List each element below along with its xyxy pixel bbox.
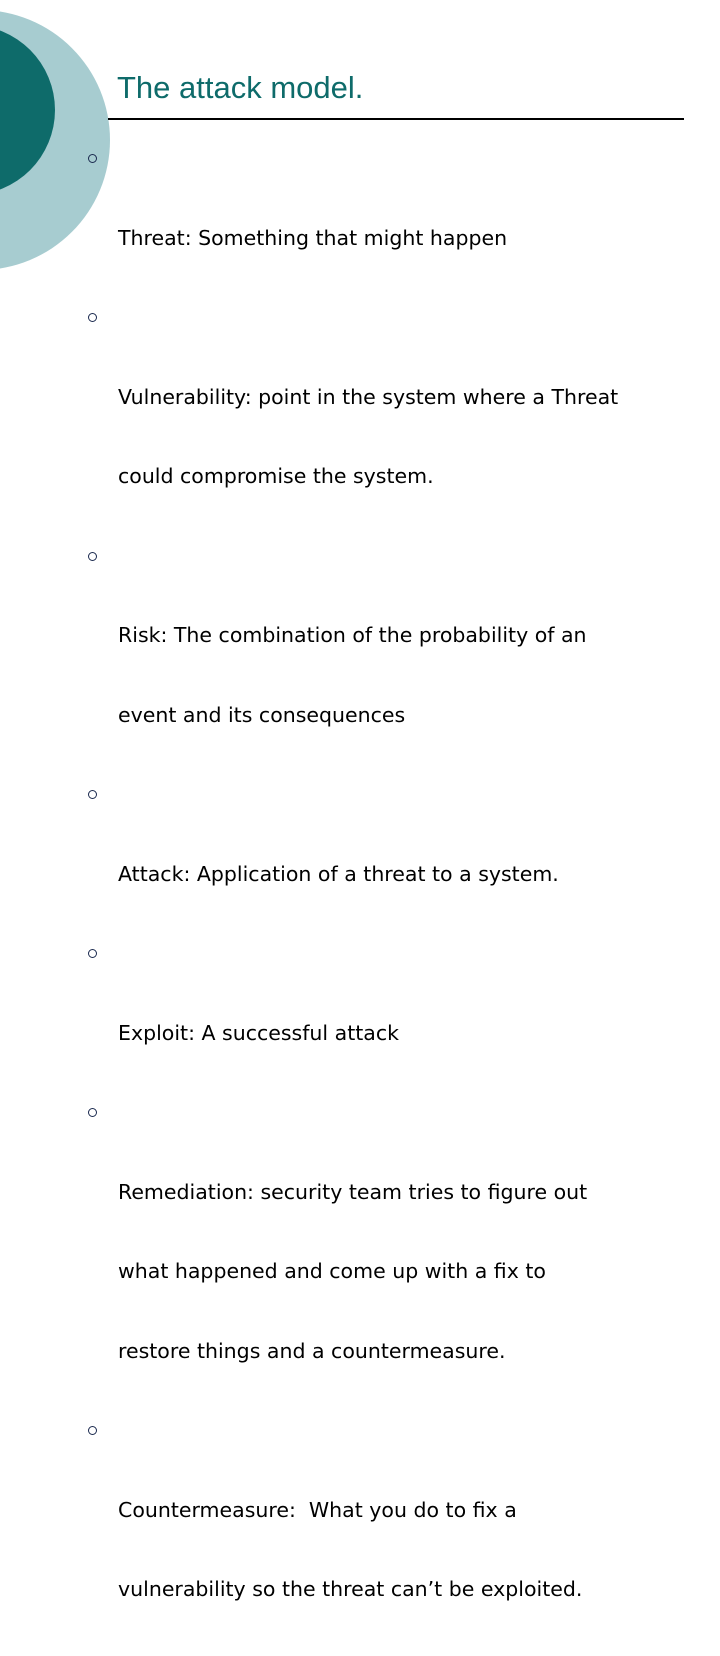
bullet-line: what happened and come up with a fix to <box>118 1259 546 1283</box>
hollow-circle-bullet-icon <box>88 154 97 163</box>
hollow-circle-bullet-icon <box>88 949 97 958</box>
bullet-item-countermeasure <box>86 1417 716 1656</box>
hollow-circle-bullet-icon <box>88 313 97 322</box>
slide-title: The attack model. <box>117 70 364 105</box>
bullet-line: Attack: Application of a threat to a system. <box>118 861 559 886</box>
hollow-circle-bullet-icon <box>88 1426 97 1435</box>
bullet-line: restore things and a countermeasure. <box>118 1338 506 1363</box>
title-underline <box>108 118 684 120</box>
hollow-circle-bullet-icon <box>88 1108 97 1117</box>
bullet-item-attack <box>86 781 716 940</box>
hollow-circle-bullet-icon <box>88 552 97 561</box>
bullet-line: Exploit: A successful attack <box>118 1020 399 1045</box>
bullet-item-exploit <box>86 940 716 1099</box>
bullet-line: Threat: Something that might happen <box>118 225 508 250</box>
bullet-item-remediation <box>86 1099 716 1417</box>
bullet-line: Remediation: security team tries to figure out <box>118 1179 588 1204</box>
bullet-item-threat <box>86 145 716 304</box>
bullet-line: could compromise the system. <box>118 464 434 488</box>
bullet-item-risk <box>86 543 716 782</box>
bullet-item-vulnerability <box>86 304 716 543</box>
bullet-line: vulnerability so the threat can’t be exploited. <box>118 1577 583 1601</box>
bullet-list <box>86 145 716 1656</box>
hollow-circle-bullet-icon <box>88 790 97 799</box>
bullet-line: Vulnerability: point in the system where a Threat <box>118 384 619 409</box>
bullet-line: Risk: The combination of the probability of an <box>118 623 587 647</box>
bullet-line: Countermeasure: What you do to fix a <box>118 1497 517 1522</box>
bullet-line: event and its consequences <box>118 702 406 727</box>
